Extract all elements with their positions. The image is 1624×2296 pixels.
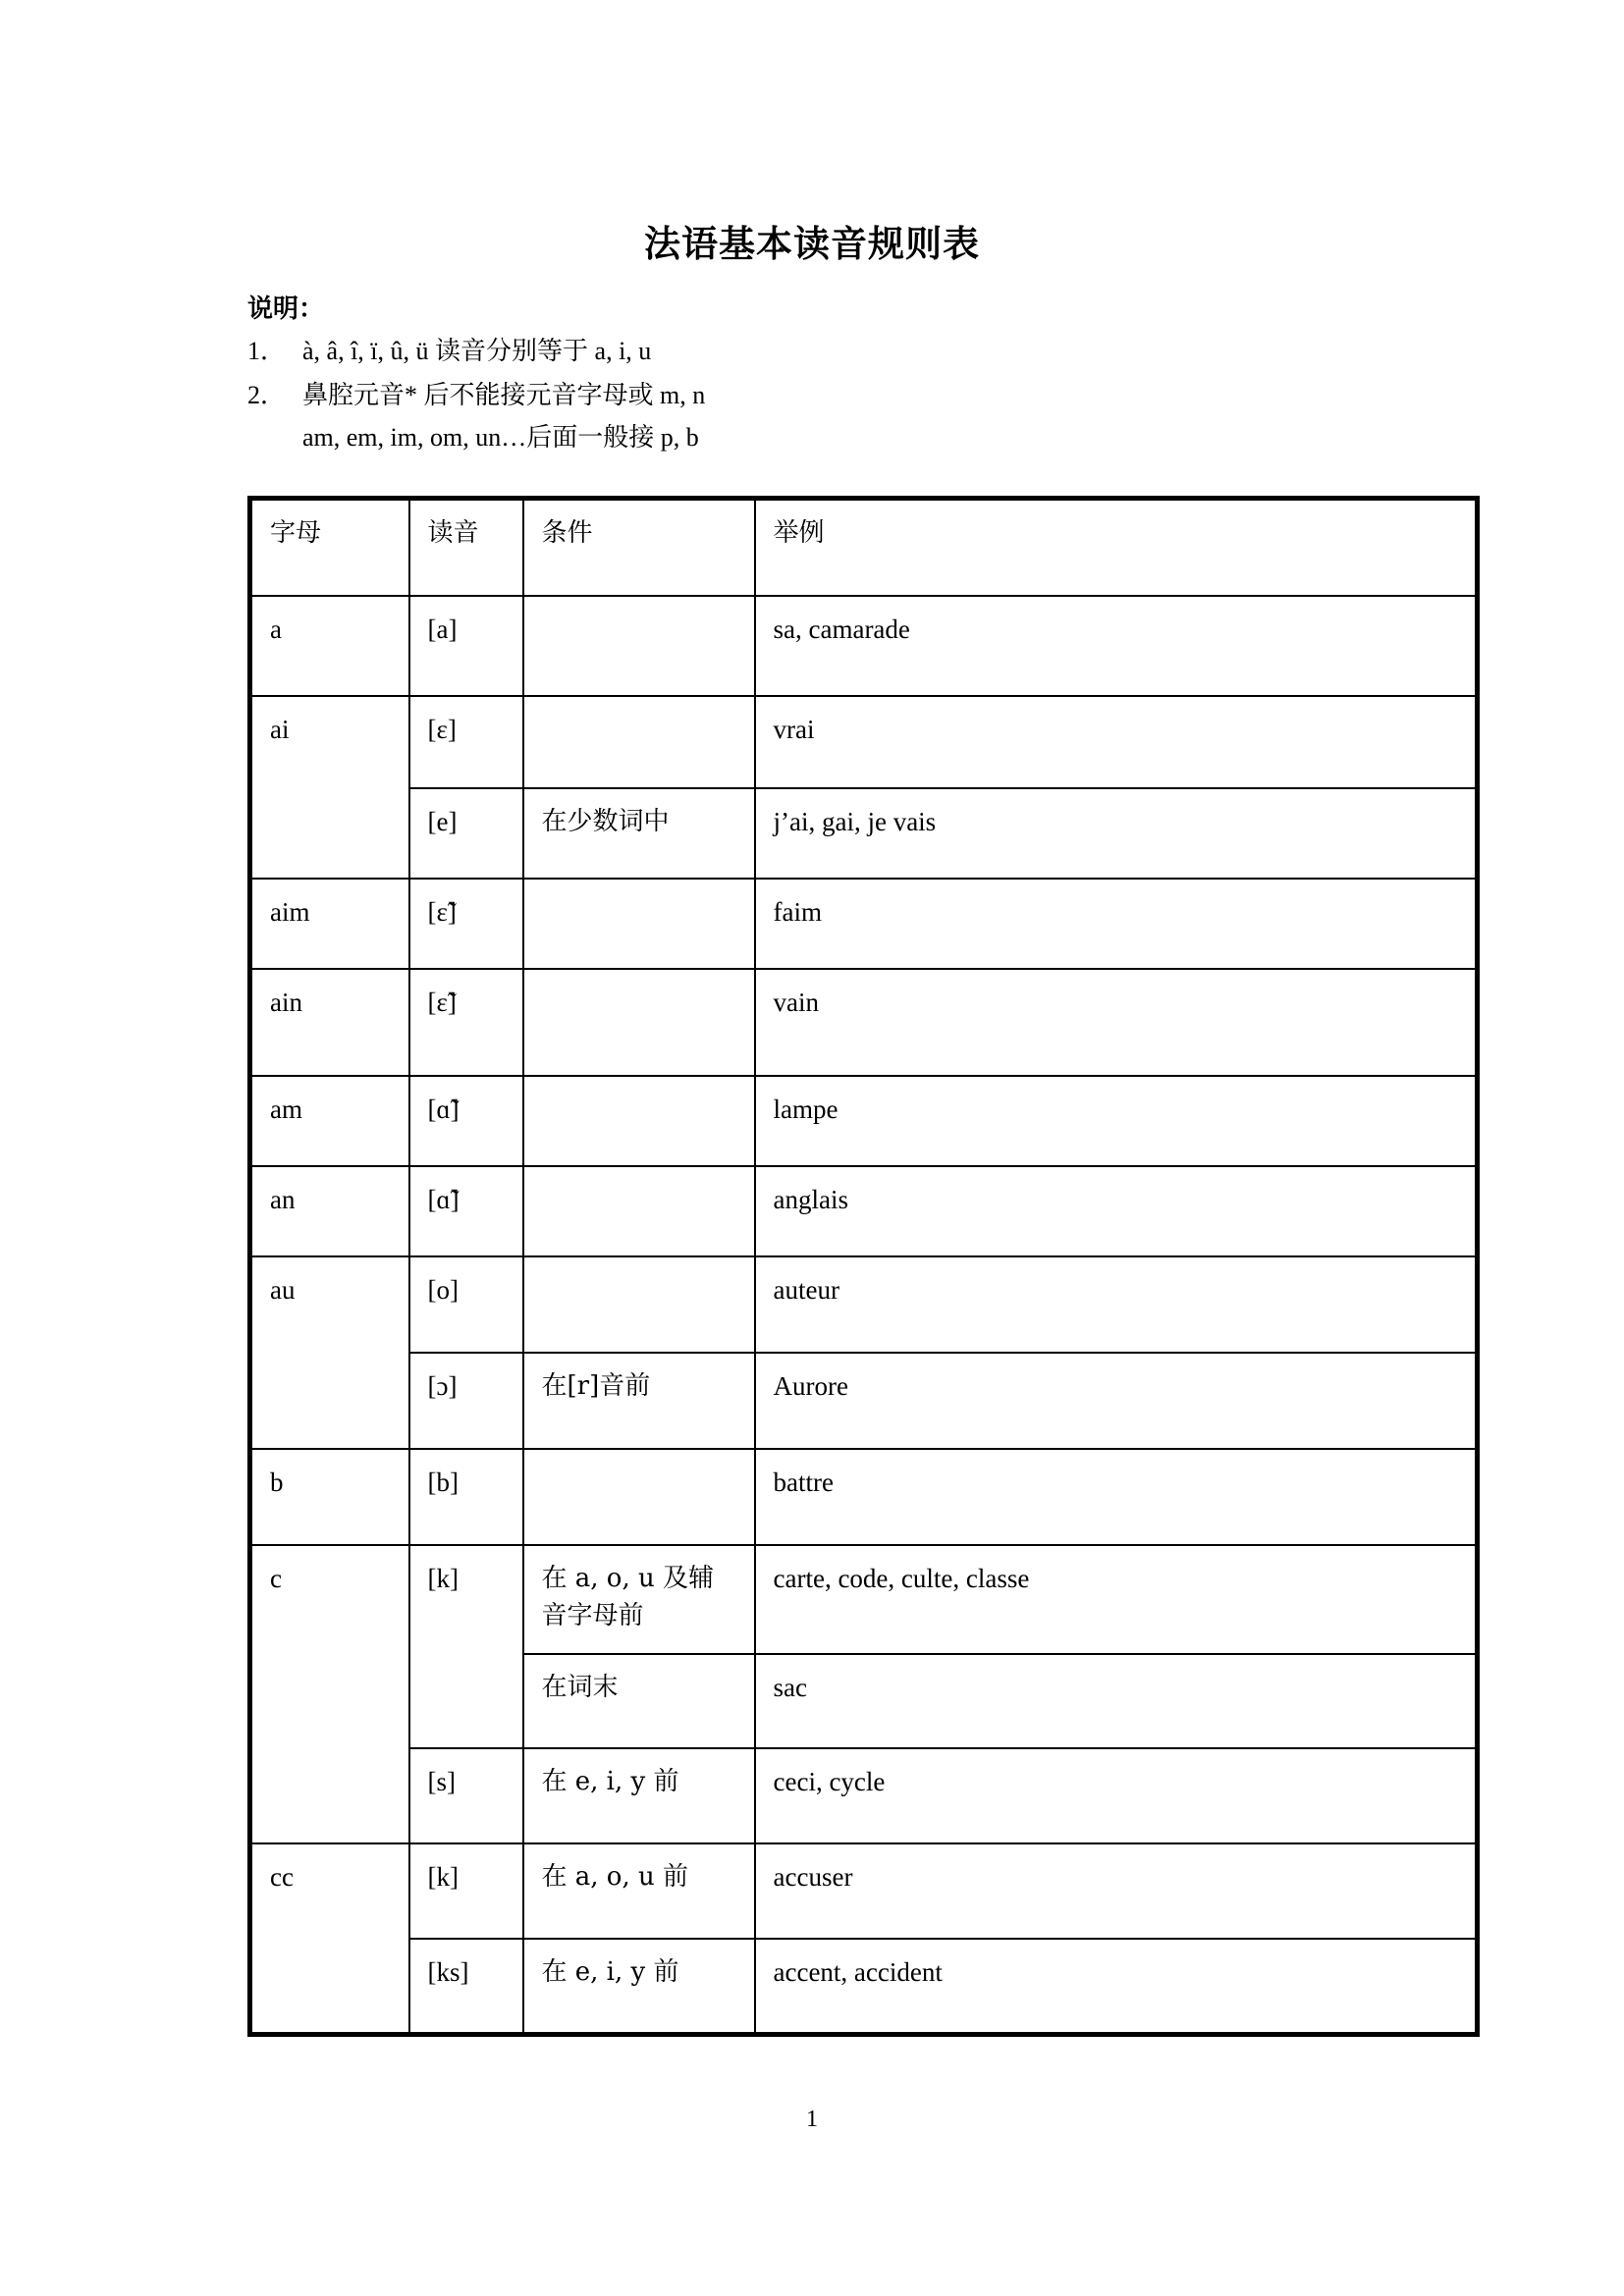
cell-sound: [k]	[409, 1545, 523, 1748]
cell-sound: [ɑ̃]	[409, 1166, 523, 1256]
cell-letter: ai	[250, 696, 409, 879]
cell-sound: [s]	[409, 1748, 523, 1843]
table-row	[250, 1748, 1478, 1843]
cell-letter: c	[250, 1545, 409, 1843]
cell-example: carte, code, culte, classe	[755, 1545, 1478, 1654]
table-row	[250, 1449, 1478, 1545]
cell-example: Aurore	[755, 1353, 1478, 1449]
cell-sound: [b]	[409, 1449, 523, 1545]
table-row	[250, 1545, 1478, 1654]
note-text-1: à, â, î, ï, û, ü 读音分别等于 a, i, u	[302, 337, 652, 365]
cell-letter: b	[250, 1449, 409, 1545]
cell-condition	[523, 696, 755, 788]
table-row	[250, 696, 1478, 788]
cell-sound: [ɑ̃]	[409, 1076, 523, 1166]
table-row	[250, 1843, 1478, 1939]
cell-example: sa, camarade	[755, 596, 1478, 696]
table-row	[250, 1166, 1478, 1256]
cell-letter: aim	[250, 879, 409, 969]
cell-sound: [a]	[409, 596, 523, 696]
cell-condition	[523, 879, 755, 969]
note-continuation: am, em, im, om, un…后面一般接 p, b	[302, 423, 699, 452]
table-row	[250, 1353, 1478, 1449]
cell-condition	[523, 1166, 755, 1256]
table-row	[250, 969, 1478, 1076]
table-row	[250, 1076, 1478, 1166]
cell-letter: am	[250, 1076, 409, 1166]
cell-letter: cc	[250, 1843, 409, 2035]
page-title: 法语基本读音规则表	[644, 222, 980, 265]
cell-example: sac	[755, 1654, 1478, 1748]
cell-example: auteur	[755, 1256, 1478, 1353]
cell-example: accuser	[755, 1843, 1478, 1939]
cell-sound: [k]	[409, 1843, 523, 1939]
cell-condition	[523, 596, 755, 696]
cell-condition: 在[r]音前	[523, 1353, 755, 1449]
cell-condition	[523, 1256, 755, 1353]
header-sound: 读音	[409, 499, 523, 596]
cell-example: j’ai, gai, je vais	[755, 788, 1478, 879]
page-number: 1	[806, 2107, 818, 2132]
cell-example: battre	[755, 1449, 1478, 1545]
cell-condition	[523, 1449, 755, 1545]
cell-condition: 在 a, o, u 前	[523, 1843, 755, 1939]
cell-sound: [ɛ̃]	[409, 879, 523, 969]
header-letter: 字母	[250, 499, 409, 596]
cell-condition: 在 e, i, y 前	[523, 1939, 755, 2035]
cell-condition: 在 a, o, u 及辅音字母前	[523, 1545, 755, 1654]
table-row	[250, 879, 1478, 969]
note-text-2: 鼻腔元音* 后不能接元音字母或 m, n	[302, 381, 706, 409]
cell-example: accent, accident	[755, 1939, 1478, 2035]
cell-letter: au	[250, 1256, 409, 1449]
note-number-1: 1．	[247, 337, 287, 365]
cell-letter: ain	[250, 969, 409, 1076]
cell-letter: an	[250, 1166, 409, 1256]
cell-example: ceci, cycle	[755, 1748, 1478, 1843]
notes-heading: 说明：	[247, 294, 325, 324]
cell-letter: a	[250, 596, 409, 696]
cell-sound: [ɛ̃]	[409, 969, 523, 1076]
cell-example: faim	[755, 879, 1478, 969]
cell-example: lampe	[755, 1076, 1478, 1166]
pronunciation-rules-table	[247, 496, 1480, 2037]
table-row	[250, 788, 1478, 879]
note-number-2: 2．	[247, 381, 287, 409]
cell-sound: [ɛ]	[409, 696, 523, 788]
table-header-row	[250, 499, 1478, 596]
header-example: 举例	[755, 499, 1478, 596]
cell-sound: [ks]	[409, 1939, 523, 2035]
table-row	[250, 1939, 1478, 2035]
cell-condition: 在 e, i, y 前	[523, 1748, 755, 1843]
cell-condition: 在少数词中	[523, 788, 755, 879]
cell-sound: [o]	[409, 1256, 523, 1353]
cell-condition: 在词末	[523, 1654, 755, 1748]
cell-sound: [e]	[409, 788, 523, 879]
table-row	[250, 596, 1478, 696]
cell-example: vrai	[755, 696, 1478, 788]
cell-sound: [ɔ]	[409, 1353, 523, 1449]
header-condition: 条件	[523, 499, 755, 596]
cell-example: vain	[755, 969, 1478, 1076]
cell-condition	[523, 969, 755, 1076]
cell-example: anglais	[755, 1166, 1478, 1256]
table-row	[250, 1256, 1478, 1353]
cell-condition	[523, 1076, 755, 1166]
